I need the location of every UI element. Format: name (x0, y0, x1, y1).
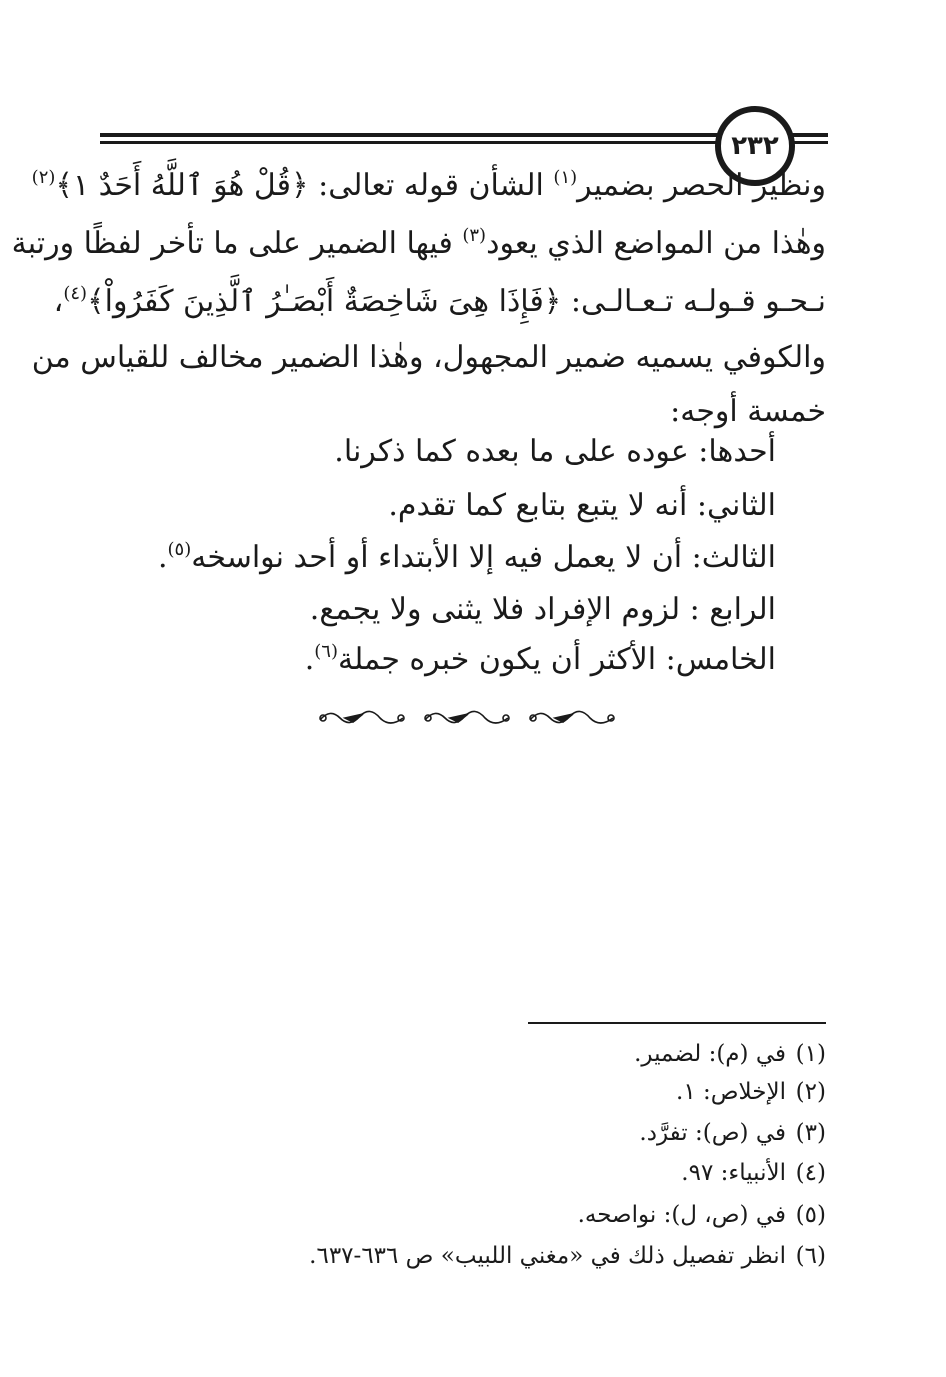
list-item-4 (310, 592, 776, 628)
item-end: . (304, 642, 315, 677)
footnote-text: في (م): لضمير. (634, 1041, 786, 1067)
item-label: الثالث: (691, 540, 776, 575)
footnote-text: في (ص، ل): نواصحه. (577, 1202, 786, 1228)
footnote-number: (٢) (795, 1079, 826, 1105)
list-item-2 (388, 488, 776, 524)
header-rule-bottom (100, 141, 720, 144)
line2-text-b: فيها الضمير على ما تأخر لفظًا ورتبة (11, 226, 463, 261)
header-rule-right-bottom (790, 141, 828, 144)
item-end: . (157, 540, 168, 575)
line3-text-a: نـحـو قـولـه تـعـالـى: (561, 284, 826, 319)
body-line-2 (11, 225, 826, 262)
body-line-1 (31, 167, 826, 204)
footnote-text: انظر تفصيل ذلك في «مغني اللبيب» ص ٦٣٦-٦٣٧. (309, 1243, 786, 1269)
line2-text-a: وهٰذا من المواضع الذي يعود (486, 226, 826, 261)
line5-text: خمسة أوجه: (670, 394, 826, 429)
footnote-3 (639, 1120, 826, 1148)
item-label: أحدها: (698, 434, 776, 469)
line3-text-b: ، (53, 284, 64, 319)
list-item-3 (158, 540, 776, 576)
footnote-ref-2: (٢) (31, 167, 56, 188)
item-label: الرابع : (689, 592, 776, 627)
footnote-separator (528, 1022, 826, 1024)
footnote-4 (681, 1160, 826, 1188)
page-number: ٢٣٢ (731, 131, 779, 161)
footnote-ref-6: (٦) (314, 641, 338, 662)
quran-verse-1: ﴿قُلْ هُوَ ٱللَّهُ أَحَدٌ ١﴾ (55, 168, 309, 203)
footnote-text: الإخلاص: ١. (676, 1079, 786, 1105)
footnote-ref-3: (٣) (462, 225, 487, 246)
item-text: عوده على ما بعده كما ذكرنا. (334, 434, 699, 469)
item-text: أن لا يعمل فيه إلا الأبتداء أو أحد نواسخه (191, 540, 692, 575)
item-label: الثاني: (696, 488, 776, 523)
quran-verse-2: ﴿فَإِذَا هِىَ شَاخِصَةٌ أَبْصَـٰرُ ٱلَّذِينَ كَفَرُواْ﴾ (87, 284, 562, 319)
ornament-motif (320, 711, 404, 723)
footnote-6 (309, 1243, 826, 1271)
line1-text-b: الشأن قوله تعالى: (308, 168, 554, 203)
header-rule-right-top (790, 133, 828, 137)
footnote-number: (٥) (795, 1202, 826, 1228)
footnote-5 (578, 1202, 826, 1230)
line1-text-a: ونظير الحصر بضمير (577, 168, 826, 203)
body-line-5 (670, 394, 826, 430)
item-text: لزوم الإفراد فلا يثنى ولا يجمع. (309, 592, 690, 627)
item-text: الأكثر أن يكون خبره جملة (337, 642, 666, 677)
ornament-motif (425, 711, 509, 723)
footnote-text: الأنبياء: ٩٧. (681, 1160, 786, 1186)
footnote-number: (٦) (795, 1243, 826, 1269)
body-line-4 (31, 340, 826, 376)
section-ornament (310, 698, 620, 738)
footnote-ref-5: (٥) (167, 539, 192, 560)
footnote-number: (٤) (795, 1160, 826, 1186)
footnote-number: (١) (795, 1041, 826, 1067)
list-item-1 (334, 434, 776, 470)
footnote-ref-1: (١) (553, 167, 578, 188)
footnote-ref-4: (٤) (63, 283, 88, 304)
header-rule-top (100, 133, 720, 137)
list-item-5 (305, 642, 776, 678)
item-text: أنه لا يتبع بتابع كما تقدم. (388, 488, 697, 523)
body-line-3 (53, 283, 826, 320)
ornament-motif (530, 711, 614, 723)
item-label: الخامس: (665, 642, 776, 677)
footnote-text: في (ص): تفرَّد. (639, 1120, 786, 1146)
line4-text: والكوفي يسميه ضمير المجهول، وهٰذا الضمير مخالف للقياس من (31, 340, 826, 375)
footnote-1 (634, 1041, 826, 1069)
footnote-number: (٣) (795, 1120, 826, 1146)
footnote-2 (676, 1079, 826, 1107)
